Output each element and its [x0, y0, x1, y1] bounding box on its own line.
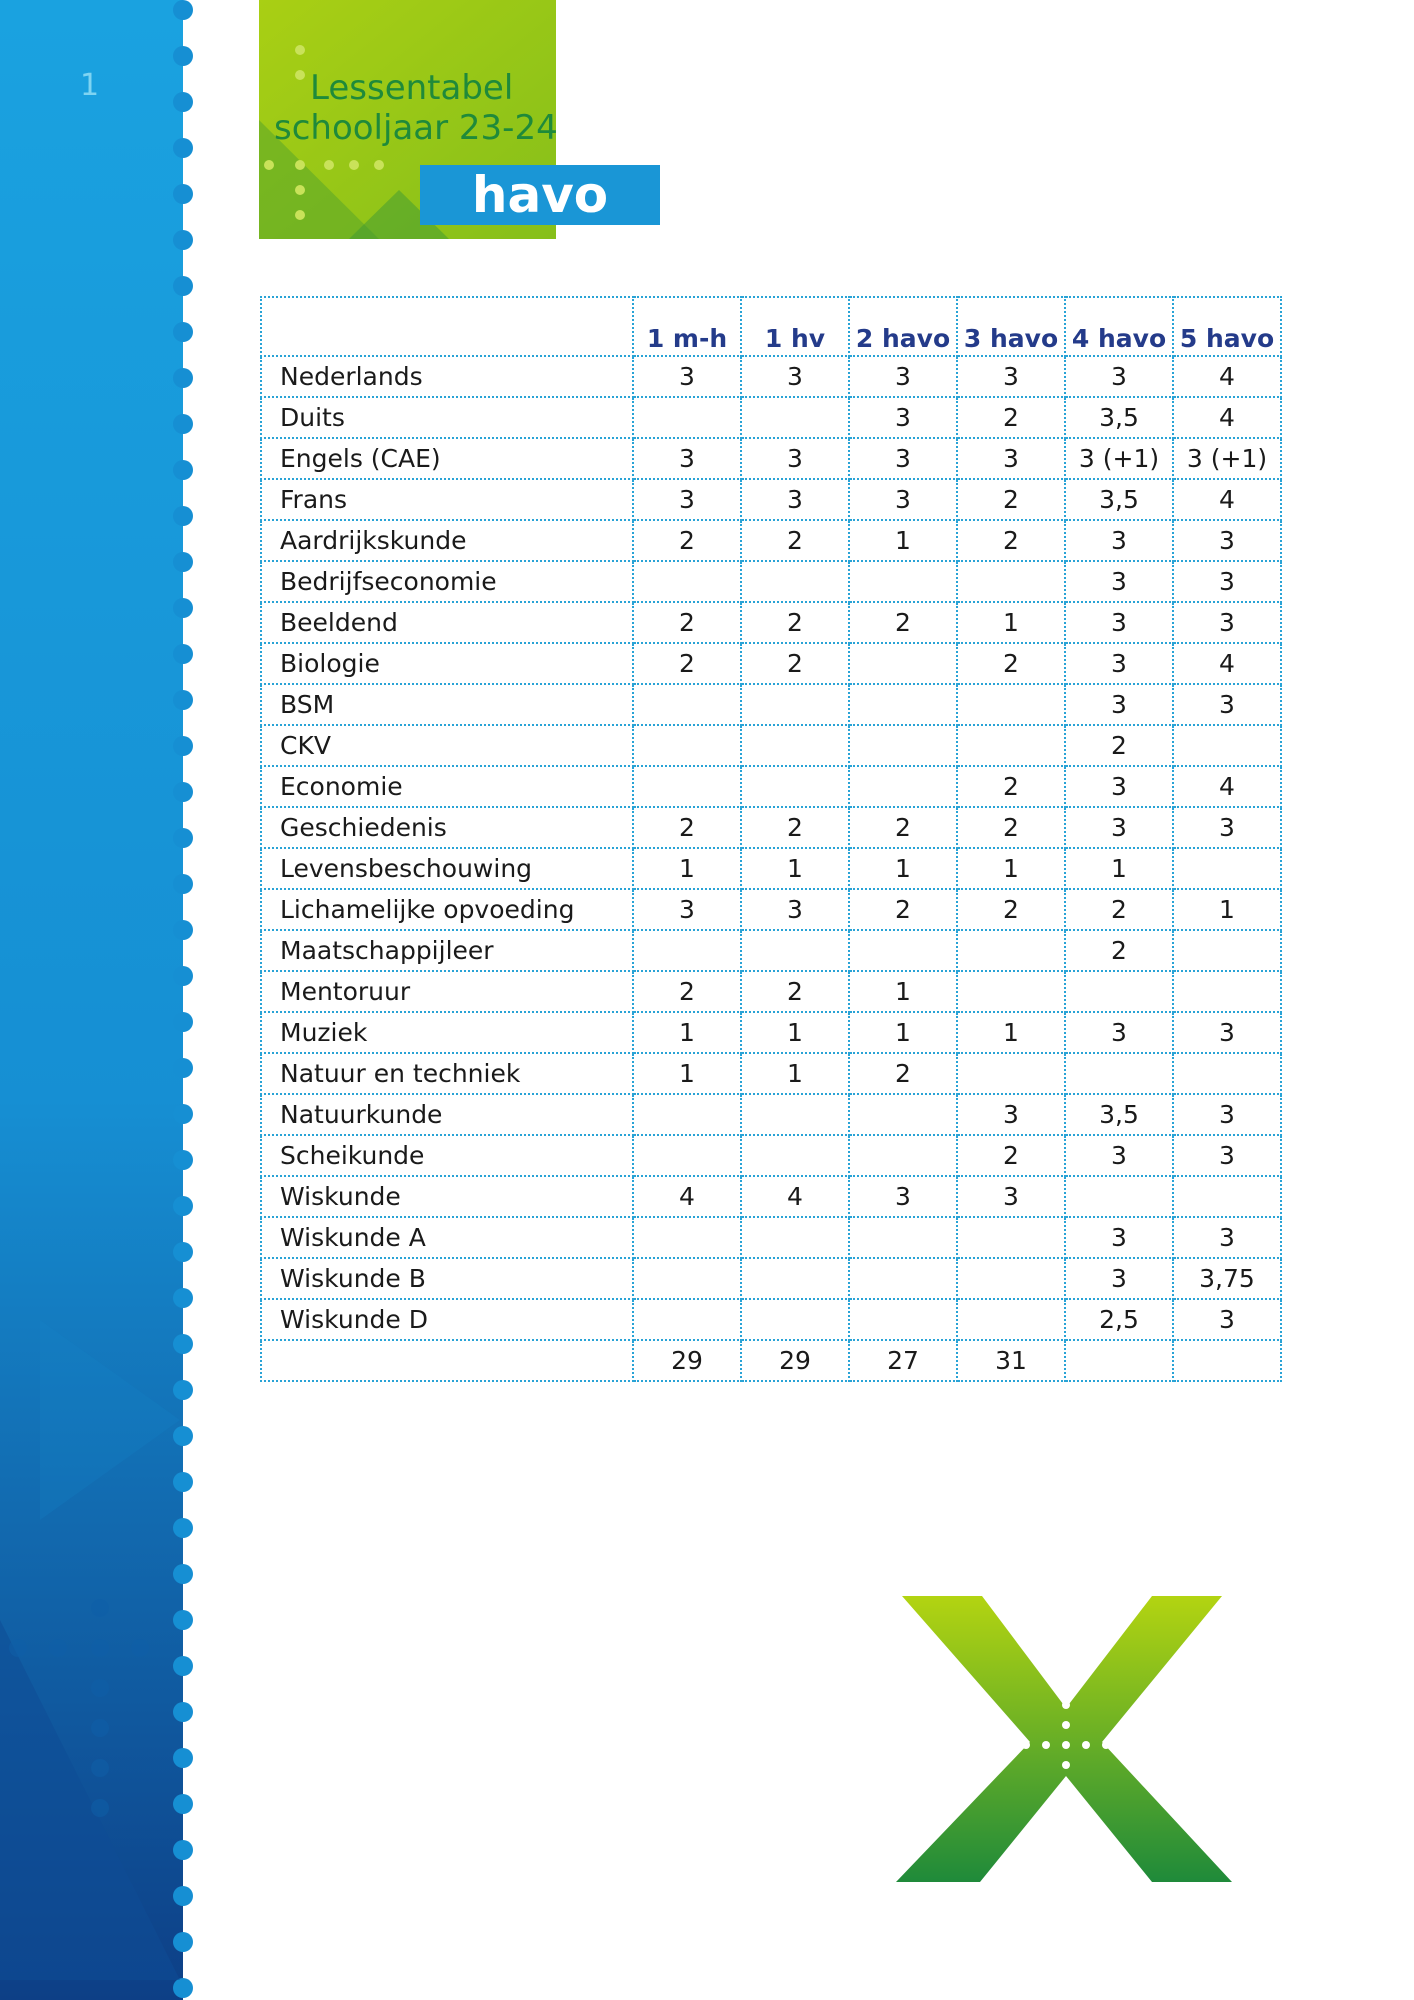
- hours-cell: 4: [1173, 397, 1281, 438]
- totals-label-cell: [261, 1340, 633, 1381]
- hours-cell: 3: [633, 479, 741, 520]
- table-header-row: [261, 297, 1281, 356]
- hours-cell: 3: [741, 356, 849, 397]
- hours-cell: [957, 561, 1065, 602]
- level-tag: havo: [420, 165, 660, 225]
- hours-cell: [1173, 1176, 1281, 1217]
- hours-cell: 1: [957, 1012, 1065, 1053]
- decor-dot: [9, 1639, 27, 1657]
- scallop-dot: [173, 1150, 193, 1170]
- table-row: [261, 643, 1281, 684]
- hours-cell: [741, 1299, 849, 1340]
- hours-cell: 4: [1173, 356, 1281, 397]
- hours-cell: [1173, 848, 1281, 889]
- scallop-dot: [173, 1656, 193, 1676]
- subject-cell: CKV: [261, 725, 633, 766]
- hours-cell: 2: [849, 889, 957, 930]
- hours-cell: 2: [1065, 725, 1173, 766]
- decor-dot: [49, 1639, 67, 1657]
- hours-cell: 3: [1173, 807, 1281, 848]
- hours-cell: 4: [741, 1176, 849, 1217]
- hours-cell: [741, 397, 849, 438]
- hours-cell: [957, 1258, 1065, 1299]
- hours-cell: [957, 725, 1065, 766]
- table-row: [261, 1053, 1281, 1094]
- total-cell: 31: [957, 1340, 1065, 1381]
- hours-cell: [849, 1135, 957, 1176]
- scallop-dot: [173, 1196, 193, 1216]
- scallop-dot: [173, 1058, 193, 1078]
- hours-cell: [633, 684, 741, 725]
- subject-cell: Bedrijfseconomie: [261, 561, 633, 602]
- hours-cell: 4: [1173, 479, 1281, 520]
- hours-cell: [849, 684, 957, 725]
- hours-cell: 3: [633, 438, 741, 479]
- hours-cell: [957, 1053, 1065, 1094]
- scallop-dot: [173, 1380, 193, 1400]
- hours-cell: 2: [633, 971, 741, 1012]
- subject-cell: Wiskunde: [261, 1176, 633, 1217]
- total-cell: [1065, 1340, 1173, 1381]
- scallop-dot: [173, 1564, 193, 1584]
- hours-cell: [741, 725, 849, 766]
- hours-cell: [957, 1217, 1065, 1258]
- scallop-dot: [173, 1840, 193, 1860]
- hours-cell: [1065, 1176, 1173, 1217]
- hours-cell: [957, 684, 1065, 725]
- hours-cell: 3: [1065, 520, 1173, 561]
- hours-cell: [957, 971, 1065, 1012]
- hours-cell: [1173, 971, 1281, 1012]
- hours-cell: [741, 1094, 849, 1135]
- hours-cell: 3: [957, 356, 1065, 397]
- hours-cell: 3 (+1): [1173, 438, 1281, 479]
- hours-cell: [1065, 1053, 1173, 1094]
- hours-cell: [849, 1299, 957, 1340]
- scallop-dot: [173, 1702, 193, 1722]
- table-row: [261, 520, 1281, 561]
- hours-cell: 1: [741, 1053, 849, 1094]
- subject-cell: Wiskunde B: [261, 1258, 633, 1299]
- hours-cell: 1: [957, 602, 1065, 643]
- hours-cell: [633, 1094, 741, 1135]
- scallop-dot: [173, 874, 193, 894]
- hours-cell: 2: [957, 889, 1065, 930]
- hours-cell: [633, 930, 741, 971]
- hours-cell: 3: [1065, 561, 1173, 602]
- scallop-dot: [173, 92, 193, 112]
- table-row: [261, 602, 1281, 643]
- header-title-line1: Lessentabel: [310, 68, 514, 108]
- total-cell: 29: [741, 1340, 849, 1381]
- hours-cell: 3: [849, 356, 957, 397]
- hours-cell: [741, 1258, 849, 1299]
- hours-cell: 3: [1065, 1135, 1173, 1176]
- decor-dot: [91, 1599, 109, 1617]
- table-row: [261, 1217, 1281, 1258]
- hours-cell: 1: [849, 971, 957, 1012]
- hours-cell: 2: [957, 807, 1065, 848]
- hours-cell: 3: [741, 889, 849, 930]
- hours-cell: 3,75: [1173, 1258, 1281, 1299]
- hours-cell: [741, 930, 849, 971]
- hours-cell: 3: [1173, 1094, 1281, 1135]
- hours-cell: 1: [633, 1053, 741, 1094]
- table-row: [261, 1176, 1281, 1217]
- scallop-dot: [173, 1104, 193, 1124]
- hours-cell: 2: [741, 520, 849, 561]
- hours-cell: [633, 1135, 741, 1176]
- scallop-dot: [173, 322, 193, 342]
- x-logo-icon: [890, 1590, 1240, 1890]
- hours-cell: 3 (+1): [1065, 438, 1173, 479]
- table-row: [261, 971, 1281, 1012]
- scallop-dot: [173, 1242, 193, 1262]
- hours-cell: 3: [849, 1176, 957, 1217]
- table-row: [261, 930, 1281, 971]
- scallop-dot: [173, 1610, 193, 1630]
- hours-cell: 3: [1065, 807, 1173, 848]
- hours-cell: 1: [957, 848, 1065, 889]
- hours-cell: 2: [957, 766, 1065, 807]
- hours-cell: [1065, 971, 1173, 1012]
- hours-cell: 3: [1065, 1258, 1173, 1299]
- hours-cell: 3: [1065, 766, 1173, 807]
- table-row: [261, 766, 1281, 807]
- total-cell: 29: [633, 1340, 741, 1381]
- hours-cell: 2: [1065, 889, 1173, 930]
- hours-cell: 3,5: [1065, 479, 1173, 520]
- table-row: [261, 356, 1281, 397]
- hours-cell: [741, 1135, 849, 1176]
- hours-cell: 1: [633, 848, 741, 889]
- hours-cell: 2: [633, 520, 741, 561]
- hours-cell: 3: [741, 438, 849, 479]
- hours-cell: [741, 561, 849, 602]
- column-header: 3 havo: [957, 297, 1065, 356]
- hours-cell: [849, 1217, 957, 1258]
- subject-cell: Mentoruur: [261, 971, 633, 1012]
- table-row: [261, 561, 1281, 602]
- hours-cell: 3: [1173, 561, 1281, 602]
- subject-cell: Economie: [261, 766, 633, 807]
- hours-cell: 3: [1173, 1012, 1281, 1053]
- hours-cell: 2: [633, 602, 741, 643]
- hours-cell: 3: [1173, 1299, 1281, 1340]
- scallop-dot: [173, 644, 193, 664]
- scallop-dot: [173, 966, 193, 986]
- scallop-dot: [173, 138, 193, 158]
- scallop-dot: [173, 920, 193, 940]
- hours-cell: [633, 1217, 741, 1258]
- subject-cell: Beeldend: [261, 602, 633, 643]
- hours-cell: 3: [1173, 602, 1281, 643]
- hours-cell: [1173, 725, 1281, 766]
- hours-cell: 1: [849, 520, 957, 561]
- scallop-dot: [173, 690, 193, 710]
- hours-cell: 2: [1065, 930, 1173, 971]
- subject-cell: Frans: [261, 479, 633, 520]
- decor-dot: [131, 1639, 149, 1657]
- scallop-dot: [173, 1426, 193, 1446]
- hours-cell: [957, 1299, 1065, 1340]
- table-row: [261, 684, 1281, 725]
- column-header: 1 hv: [741, 297, 849, 356]
- scallop-dot: [173, 1012, 193, 1032]
- scallop-dot: [173, 1288, 193, 1308]
- scallop-dot: [173, 276, 193, 296]
- scallop-dot: [173, 1518, 193, 1538]
- hours-cell: [1173, 930, 1281, 971]
- hours-cell: 3: [633, 889, 741, 930]
- hours-cell: 1: [633, 1012, 741, 1053]
- hours-cell: [741, 684, 849, 725]
- scallop-dot: [173, 368, 193, 388]
- hours-cell: 2: [957, 1135, 1065, 1176]
- hours-cell: 3: [1065, 602, 1173, 643]
- subject-cell: Natuurkunde: [261, 1094, 633, 1135]
- hours-cell: [849, 643, 957, 684]
- hours-cell: [741, 766, 849, 807]
- hours-cell: 3: [957, 438, 1065, 479]
- hours-cell: 3: [957, 1094, 1065, 1135]
- lesson-table: [260, 296, 1282, 1382]
- hours-cell: 3: [1065, 684, 1173, 725]
- hours-cell: 1: [741, 848, 849, 889]
- subject-cell: Aardrijkskunde: [261, 520, 633, 561]
- scallop-dot: [173, 1748, 193, 1768]
- scallop-dot: [173, 0, 193, 20]
- hours-cell: 3: [633, 356, 741, 397]
- scallop-dot: [173, 552, 193, 572]
- hours-cell: 3: [1065, 643, 1173, 684]
- table-row: [261, 725, 1281, 766]
- decor-dot: [91, 1639, 109, 1657]
- decor-dot: [91, 1799, 109, 1817]
- hours-cell: 2: [741, 643, 849, 684]
- scallop-dot: [173, 1978, 193, 1998]
- hours-cell: 3: [741, 479, 849, 520]
- column-header: 5 havo: [1173, 297, 1281, 356]
- hours-cell: 3,5: [1065, 1094, 1173, 1135]
- subject-cell: Maatschappijleer: [261, 930, 633, 971]
- table-row: [261, 889, 1281, 930]
- hours-cell: 1: [1065, 848, 1173, 889]
- subject-cell: Wiskunde A: [261, 1217, 633, 1258]
- subject-cell: Lichamelijke opvoeding: [261, 889, 633, 930]
- page-number: 1: [80, 68, 100, 103]
- scallop-dot: [173, 1794, 193, 1814]
- hours-cell: [849, 561, 957, 602]
- hours-cell: 3: [849, 479, 957, 520]
- subject-cell: BSM: [261, 684, 633, 725]
- hours-cell: 3: [849, 438, 957, 479]
- decor-dot: [91, 1719, 109, 1737]
- hours-cell: 2: [633, 643, 741, 684]
- scallop-dot: [173, 1472, 193, 1492]
- hours-cell: 3,5: [1065, 397, 1173, 438]
- scallop-dot: [173, 414, 193, 434]
- hours-cell: [633, 725, 741, 766]
- table-row: [261, 1012, 1281, 1053]
- hours-cell: 2: [741, 971, 849, 1012]
- scallop-dot: [173, 46, 193, 66]
- table-row: [261, 848, 1281, 889]
- scallop-dot: [173, 828, 193, 848]
- hours-cell: 2: [741, 807, 849, 848]
- hours-cell: 3: [1173, 520, 1281, 561]
- subject-cell: Geschiedenis: [261, 807, 633, 848]
- table-row: [261, 1258, 1281, 1299]
- hours-cell: 3: [1065, 1217, 1173, 1258]
- table-row: [261, 438, 1281, 479]
- scallop-dot: [173, 1886, 193, 1906]
- total-cell: 27: [849, 1340, 957, 1381]
- subject-cell: Engels (CAE): [261, 438, 633, 479]
- subject-cell: Scheikunde: [261, 1135, 633, 1176]
- table-row: [261, 1135, 1281, 1176]
- hours-cell: 4: [633, 1176, 741, 1217]
- scallop-dot: [173, 230, 193, 250]
- scallop-dot: [173, 1932, 193, 1952]
- scallop-dot: [173, 782, 193, 802]
- table-row: [261, 1094, 1281, 1135]
- hours-cell: [633, 397, 741, 438]
- hours-cell: 1: [849, 848, 957, 889]
- subject-cell: Duits: [261, 397, 633, 438]
- hours-cell: 3: [1173, 1217, 1281, 1258]
- hours-cell: 2: [633, 807, 741, 848]
- table-row: [261, 479, 1281, 520]
- hours-cell: 4: [1173, 766, 1281, 807]
- hours-cell: 3: [1173, 684, 1281, 725]
- hours-cell: [633, 1299, 741, 1340]
- hours-cell: 3: [1065, 356, 1173, 397]
- hours-cell: 3: [849, 397, 957, 438]
- hours-cell: [957, 930, 1065, 971]
- subject-cell: Muziek: [261, 1012, 633, 1053]
- hours-cell: [849, 1258, 957, 1299]
- hours-cell: [849, 725, 957, 766]
- column-header: 4 havo: [1065, 297, 1173, 356]
- hours-cell: 2: [849, 1053, 957, 1094]
- hours-cell: [849, 930, 957, 971]
- column-header: 1 m-h: [633, 297, 741, 356]
- hours-cell: 2: [957, 479, 1065, 520]
- hours-cell: 1: [741, 1012, 849, 1053]
- hours-cell: 3: [1173, 1135, 1281, 1176]
- scallop-dot: [173, 736, 193, 756]
- subject-cell: Levensbeschouwing: [261, 848, 633, 889]
- scallop-dot: [173, 460, 193, 480]
- scallop-dot: [173, 598, 193, 618]
- table-row: [261, 397, 1281, 438]
- subject-cell: Natuur en techniek: [261, 1053, 633, 1094]
- subject-cell: Nederlands: [261, 356, 633, 397]
- hours-cell: 2: [957, 397, 1065, 438]
- subject-cell: Wiskunde D: [261, 1299, 633, 1340]
- scallop-dot: [173, 1334, 193, 1354]
- hours-cell: [849, 766, 957, 807]
- hours-cell: 3: [1065, 1012, 1173, 1053]
- hours-cell: [633, 1258, 741, 1299]
- hours-cell: [633, 561, 741, 602]
- subject-cell: Biologie: [261, 643, 633, 684]
- hours-cell: 2: [957, 643, 1065, 684]
- totals-row: [261, 1340, 1281, 1381]
- table-row: [261, 1299, 1281, 1340]
- hours-cell: 2: [741, 602, 849, 643]
- hours-cell: [633, 766, 741, 807]
- hours-cell: [849, 1094, 957, 1135]
- hours-cell: [1173, 1053, 1281, 1094]
- header-title-line2: schooljaar 23-24: [274, 108, 558, 148]
- hours-cell: 4: [1173, 643, 1281, 684]
- column-header: 2 havo: [849, 297, 957, 356]
- hours-cell: 2: [849, 602, 957, 643]
- total-cell: [1173, 1340, 1281, 1381]
- hours-cell: 1: [1173, 889, 1281, 930]
- hours-cell: 2: [849, 807, 957, 848]
- hours-cell: 2: [957, 520, 1065, 561]
- decor-dot: [91, 1679, 109, 1697]
- decor-dot: [91, 1759, 109, 1777]
- sidebar-band: [0, 0, 200, 2000]
- header-empty-cell: [261, 297, 633, 356]
- scallop-dot: [173, 506, 193, 526]
- hours-cell: 3: [957, 1176, 1065, 1217]
- hours-cell: 1: [849, 1012, 957, 1053]
- hours-cell: [741, 1217, 849, 1258]
- table-row: [261, 807, 1281, 848]
- scallop-dot: [173, 184, 193, 204]
- hours-cell: 2,5: [1065, 1299, 1173, 1340]
